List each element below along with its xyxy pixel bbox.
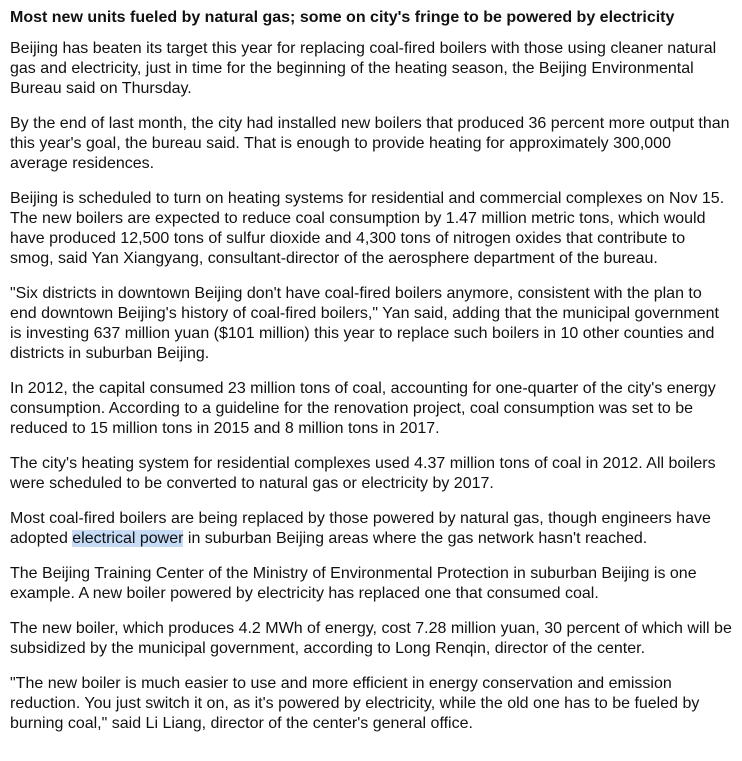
- article-paragraph[interactable]: Beijing is scheduled to turn on heating systems for residential and commercial complexes on Nov 15. The new boilers are expected to reduce coal consumption by 1.47 million metric tons, which would have produced 12,500 tons of sulfur dioxide and 4,300 tons of nitrogen oxides that contribute to smog, said Yan Xiangyang, consultant-director of the aerosphere department of the bureau.: [10, 190, 725, 267]
- article-headline: Most new units fueled by natural gas; some on city's fringe to be powered by electricity: [10, 9, 675, 26]
- article-paragraph[interactable]: Beijing has beaten its target this year for replacing coal-fired boilers with those using cleaner natural gas and electricity, just in time for the beginning of the heating season, the Beijing Environmental Bureau said on Thursday.: [10, 40, 717, 97]
- article-paragraph[interactable]: "The new boiler is much easier to use and more efficient in energy conservation and emission reduction. You just switch it on, as it's powered by electricity, while the old one has to be fueled by burning coal," said Li Liang, director of the center's general office.: [10, 675, 700, 732]
- article-paragraph[interactable]: The Beijing Training Center of the Ministry of Environmental Protection in suburban Beijing is one example. A new boiler powered by electricity has replaced one that consumed coal.: [10, 565, 697, 602]
- paragraph-text-before-selection[interactable]: Most coal-fired boilers are being replaced by those powered by natural gas, though engineers have adopted: [10, 510, 711, 547]
- paragraph-text-after-selection[interactable]: in suburban Beijing areas where the gas network hasn't reached.: [183, 530, 648, 547]
- article-paragraph[interactable]: In 2012, the capital consumed 23 million tons of coal, accounting for one-quarter of the city's energy consumption. According to a guideline for the renovation project, coal consumption was set to be reduced to 15 million tons in 2015 and 8 million tons in 2017.: [10, 380, 716, 437]
- selected-text[interactable]: electrical power: [72, 530, 184, 547]
- article-paragraph[interactable]: "Six districts in downtown Beijing don't have coal-fired boilers anymore, consistent with the plan to end downtown Beijing's history of coal-fired boilers," Yan said, adding that the municipal government is investing 637 million yuan ($101 million) this year to replace such boilers in 10 other counties and districts in suburban Beijing.: [10, 285, 719, 362]
- article-paragraph[interactable]: The city's heating system for residential complexes used 4.37 million tons of coal in 2012. All boilers were scheduled to be converted to natural gas or electricity by 2017.: [10, 455, 716, 492]
- article-paragraph[interactable]: The new boiler, which produces 4.2 MWh of energy, cost 7.28 million yuan, 30 percent of which will be subsidized by the municipal government, according to Long Renqin, director of the center.: [10, 620, 732, 657]
- article-paragraph[interactable]: By the end of last month, the city had installed new boilers that produced 36 percent more output than this year's goal, the bureau said. That is enough to provide heating for approximately 300,000 average residences.: [10, 115, 730, 172]
- article-paragraph-with-selection[interactable]: [10, 509, 732, 549]
